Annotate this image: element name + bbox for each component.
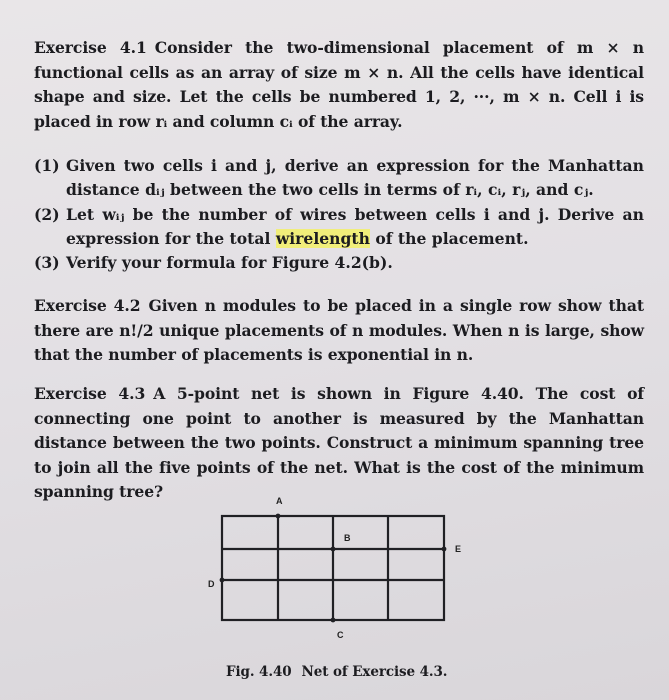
point-a-marker [276,514,281,519]
figure-caption-text: Net of Exercise 4.3. [301,664,448,680]
exercise-4-3-text: A 5-point net is shown in Figure 4.40. The cost of connecting one point to another is measured by the Manhattan distance between the two points. Construct a minimum spanning tree to join all the five points of the net. What is the cost of the minimum spanning tree? [34,384,644,502]
net-figure [200,492,460,652]
figure-caption [226,664,447,680]
item-2-text-after: of the placement. [369,228,529,248]
item-1-text: Given two cells i and j, derive an expression for the Manhattan distance dᵢⱼ between the two cells in terms of rᵢ, cᵢ, rⱼ, and cⱼ. [66,156,644,199]
exercise-4-2-text: Given n modules to be placed in a single row show that there are n!/2 unique placements of n modules. When n is large, show that the number of placements is exponential in n. [34,296,644,365]
exercise-4-2 [34,294,644,368]
point-e-label: E [455,544,462,554]
exercise-4-2-label: Exercise 4.2 [34,296,141,315]
exercise-4-3 [34,382,644,505]
item-2-text-before: Let wᵢⱼ be the number of wires between cells i and j. Derive an expression for the total [66,205,644,248]
figure-caption-label: Fig. 4.40 [226,664,292,680]
point-c-marker [331,618,336,623]
highlighted-word: wirelength [275,228,370,248]
exercise-4-1-item-3 [34,251,644,275]
item-3-text: Verify your formula for Figure 4.2(b). [66,253,393,272]
point-d-label: D [208,579,215,589]
point-b-label: B [344,533,351,543]
point-e-marker [442,547,447,552]
point-c-label: C [337,630,344,640]
exercise-4-1-item-1 [34,154,644,201]
point-b-marker [331,547,336,552]
item-1-number: (1) [34,156,60,175]
item-3-number: (3) [34,253,60,272]
grid-lines [222,516,444,620]
point-d-marker [220,578,225,583]
exercise-4-1-label: Exercise 4.1 [34,38,147,57]
exercise-4-1 [34,36,644,134]
exercise-4-1-text: Consider the two-dimensional placement of m × n functional cells as an array of size m × n. All the cells have identical shape and size. Let the cells be numbered 1, 2, ···, m × n. Cell i is placed in row rᵢ and column cᵢ of the array. [34,38,644,131]
item-2-number: (2) [34,205,60,224]
point-a-label: A [276,496,283,506]
item-2-text [66,203,644,250]
exercise-4-3-label: Exercise 4.3 [34,384,146,403]
exercise-4-1-item-2 [34,203,644,250]
